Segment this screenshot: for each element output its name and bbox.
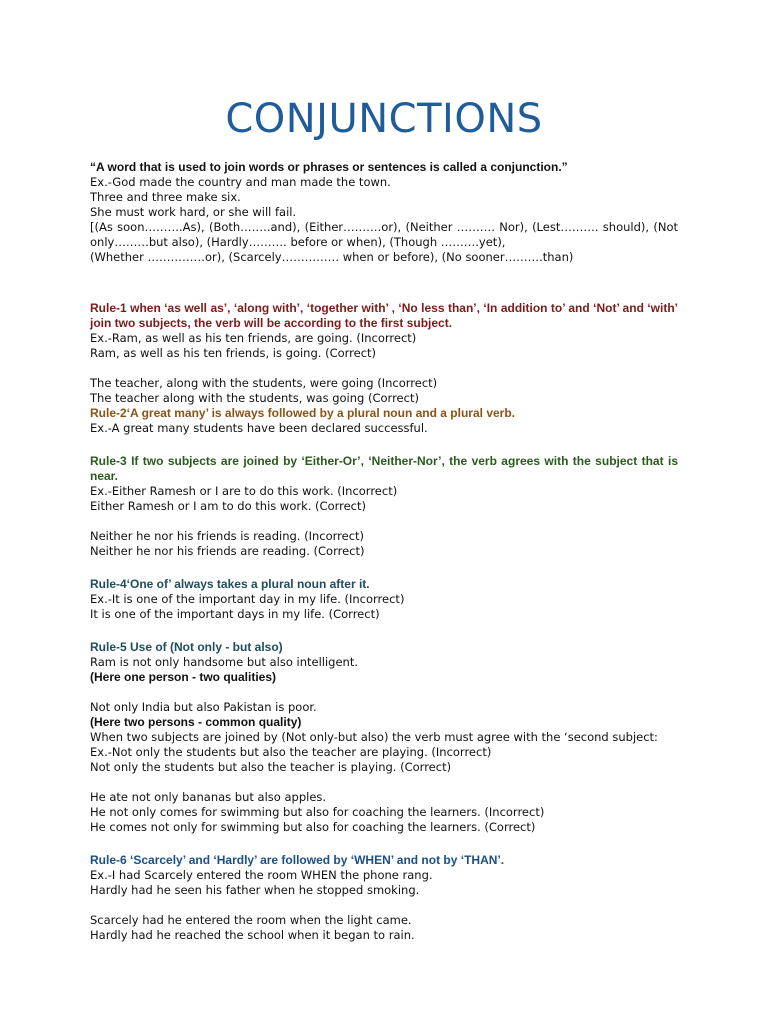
document-body: [90, 160, 678, 943]
intro-example: Ex.-God made the country and man made the town.: [90, 175, 391, 189]
rule-1-example: Ex.-Ram, as well as his ten friends, are going. (Incorrect): [90, 331, 417, 345]
rule-5-example: Ex.-Not only the students but also the teacher are playing. (Incorrect): [90, 745, 492, 759]
definition: “A word that is used to join words or phrases or sentences is called a conjunction.”: [90, 160, 568, 174]
rule-3-example: Ex.-Either Ramesh or I are to do this work. (Incorrect): [90, 484, 398, 498]
rule-5-note: (Here two persons - common quality): [90, 715, 302, 729]
intro-example: She must work hard, or she will fail.: [90, 205, 297, 219]
rule-5-example: He comes not only for swimming but also for coaching the learners. (Correct): [90, 820, 536, 834]
rule-4-example: Ex.-It is one of the important day in my life. (Incorrect): [90, 592, 405, 606]
rule-3-example: Either Ramesh or I am to do this work. (Correct): [90, 499, 367, 513]
rule-1-example: The teacher, along with the students, were going (Incorrect): [90, 376, 438, 390]
rule-5-example: Not only India but also Pakistan is poor.: [90, 700, 317, 714]
rule-6-example: Hardly had he reached the school when it began to rain.: [90, 928, 415, 942]
rule-3-example: Neither he nor his friends is reading. (Incorrect): [90, 529, 365, 543]
rule-5-example: He not only comes for swimming but also for coaching the learners. (Incorrect): [90, 805, 545, 819]
rule-3-example: Neither he nor his friends are reading. (Correct): [90, 544, 365, 558]
conjunction-pairs-cont: (Whether ……………or), (Scarcely…………… when or before), (No sooner……….than): [90, 250, 574, 264]
rule-3-heading: Rule-3 If two subjects are joined by ‘Either-Or’, ‘Neither-Nor’, the verb agrees with the subject that is near.: [90, 454, 678, 483]
rule-1-example: Ram, as well as his ten friends, is going. (Correct): [90, 346, 377, 360]
rule-6-example: Hardly had he seen his father when he stopped smoking.: [90, 883, 420, 897]
rule-5-note: (Here one person - two qualities): [90, 670, 277, 684]
rule-2-heading: Rule-2‘A great many’ is always followed by a plural noun and a plural verb.: [90, 406, 515, 420]
page-title: CONJUNCTIONS: [225, 96, 543, 142]
rule-2-example: Ex.-A great many students have been declared successful.: [90, 421, 428, 435]
rule-1-heading: Rule-1 when ‘as well as’, ‘along with’, ‘together with’ , ‘No less than’, ‘In addition to’ and ‘Not’ and ‘with’ join two subjects, the verb will be according to the first subject.: [90, 301, 678, 330]
rule-5-example: When two subjects are joined by (Not only-but also) the verb must agree with the ‘second subject:: [90, 730, 658, 744]
rule-5-example: He ate not only bananas but also apples.: [90, 790, 327, 804]
intro-example: Three and three make six.: [90, 190, 241, 204]
rule-5-example: Not only the students but also the teacher is playing. (Correct): [90, 760, 452, 774]
rule-1-example: The teacher along with the students, was going (Correct): [90, 391, 419, 405]
rule-6-heading: Rule-6 ‘Scarcely’ and ‘Hardly’ are followed by ‘WHEN’ and not by ‘THAN’.: [90, 853, 505, 867]
conjunction-pairs: [(As soon……….As), (Both……..and), (Either……….or), (Neither ………. Nor), (Lest………. should), (Not only………but also), (Hardly………. before or when), (Though ……….yet),: [90, 220, 678, 249]
rule-5-heading: Rule-5 Use of (Not only - but also): [90, 640, 283, 654]
rule-4-example: It is one of the important days in my life. (Correct): [90, 607, 380, 621]
rule-6-example: Ex.-I had Scarcely entered the room WHEN the phone rang.: [90, 868, 433, 882]
rule-6-example: Scarcely had he entered the room when the light came.: [90, 913, 412, 927]
rule-4-heading: Rule-4‘One of’ always takes a plural noun after it.: [90, 577, 370, 591]
rule-5-example: Ram is not only handsome but also intelligent.: [90, 655, 358, 669]
